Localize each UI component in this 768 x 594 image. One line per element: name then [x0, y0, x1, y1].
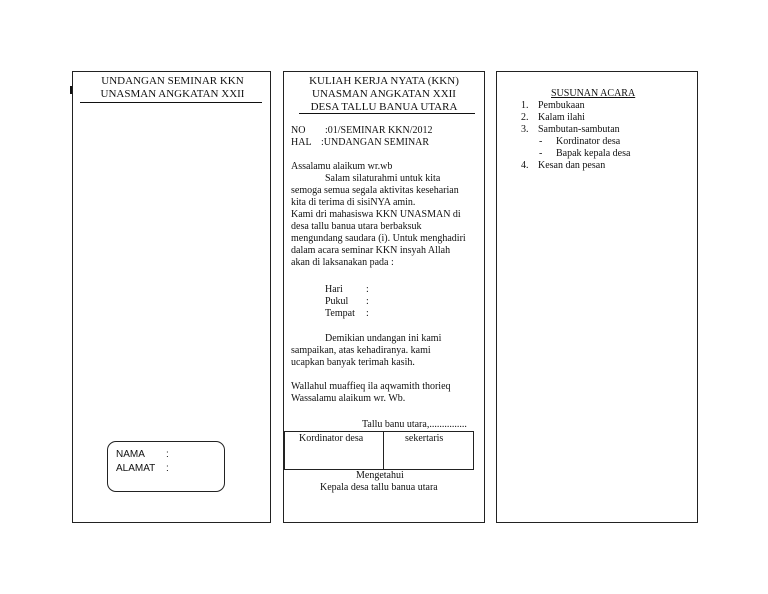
hari-colon: : — [366, 284, 369, 295]
body-line-1: Salam silaturahmi untuk kita — [325, 173, 441, 184]
pukul-label: Pukul — [325, 296, 349, 307]
hal-value: :UNDANGAN SEMINAR — [321, 137, 430, 148]
agenda-item-1: Pembukaan — [538, 100, 585, 111]
hari-label: Hari — [325, 284, 343, 295]
cover-title — [73, 75, 272, 101]
cover-title-line-2: UNASMAN ANGKATAN XXII — [100, 88, 245, 100]
recipient-address-box — [107, 441, 225, 492]
no-value: :01/SEMINAR KKN/2012 — [325, 125, 433, 136]
agenda-subitem-2: Bapak kepala desa — [556, 148, 631, 159]
closing-line-2: sampaikan, atas kehadiranya. kami — [291, 345, 431, 356]
agenda-item-3: Sambutan-sambutan — [538, 124, 620, 135]
agenda-item-4: Kesan dan pesan — [538, 160, 606, 171]
signature-box — [284, 431, 474, 470]
agenda-item-2-num: 2. — [521, 112, 529, 123]
agenda-item-2: Kalam ilahi — [538, 112, 585, 123]
agenda-item-1-num: 1. — [521, 100, 529, 111]
closing-line-3: ucapkan banyak terimah kasih. — [291, 357, 415, 368]
pukul-colon: : — [366, 296, 369, 307]
cover-title-line-1: UNDANGAN SEMINAR KKN — [101, 75, 244, 87]
letter-header-line-3: DESA TALLU BANUA UTARA — [310, 101, 458, 113]
greeting: Assalamu alaikum wr.wb — [291, 161, 393, 172]
body-line-2: semoga semua segala aktivitas keseharian — [291, 185, 459, 196]
body-line-7: dalam acara seminar KKN insyah Allah — [291, 245, 451, 256]
nama-row — [116, 449, 169, 460]
signature-sekertaris: sekertaris — [405, 433, 444, 444]
alamat-colon: : — [166, 463, 169, 474]
alamat-label: ALAMAT — [116, 463, 156, 474]
nama-colon: : — [166, 449, 169, 460]
place-date: Tallu banu utara,............... — [362, 419, 467, 430]
body-line-8: akan di laksanakan pada : — [291, 257, 394, 268]
body-line-3: kita di terima di sisiNYA amin. — [291, 197, 416, 208]
event-agenda-panel — [496, 71, 698, 523]
signature-divider — [383, 432, 384, 469]
alamat-row — [116, 463, 169, 474]
agenda-subitem-1-dash: - — [539, 136, 543, 147]
no-label: NO — [291, 125, 306, 136]
cover-title-underline — [80, 102, 262, 103]
nama-label: NAMA — [116, 449, 145, 460]
letter-header-line-2: UNASMAN ANGKATAN XXII — [312, 88, 456, 100]
cover-panel — [72, 71, 271, 523]
invitation-letter-panel — [283, 71, 485, 523]
agenda-subitem-2-dash: - — [539, 148, 543, 159]
wassalamu-line: Wassalamu alaikum wr. Wb. — [291, 393, 406, 404]
tempat-label: Tempat — [325, 308, 355, 319]
signature-kordinator-desa: Kordinator desa — [299, 433, 364, 444]
agenda-heading: SUSUNAN ACARA — [551, 88, 636, 99]
kepala-desa: Kepala desa tallu banua utara — [320, 482, 438, 493]
agenda-subitem-1: Kordinator desa — [556, 136, 621, 147]
hal-label: HAL — [291, 137, 312, 148]
agenda-item-4-num: 4. — [521, 160, 529, 171]
letter-header — [284, 75, 484, 114]
letter-header-underline — [299, 113, 475, 114]
body-line-6: mengundang saudara (i). Untuk menghadiri — [291, 233, 466, 244]
body-line-5: desa tallu banua utara berbaksuk — [291, 221, 422, 232]
letter-header-line-1: KULIAH KERJA NYATA (KKN) — [309, 75, 459, 87]
wallahul-line: Wallahul muaffieq ila aqwamith thorieq — [291, 381, 451, 392]
body-line-4: Kami dri mahasiswa KKN UNASMAN di — [291, 209, 461, 220]
closing-line-1: Demikian undangan ini kami — [325, 333, 442, 344]
mengetahui: Mengetahui — [356, 470, 404, 481]
agenda-item-3-num: 3. — [521, 124, 529, 135]
tempat-colon: : — [366, 308, 369, 319]
